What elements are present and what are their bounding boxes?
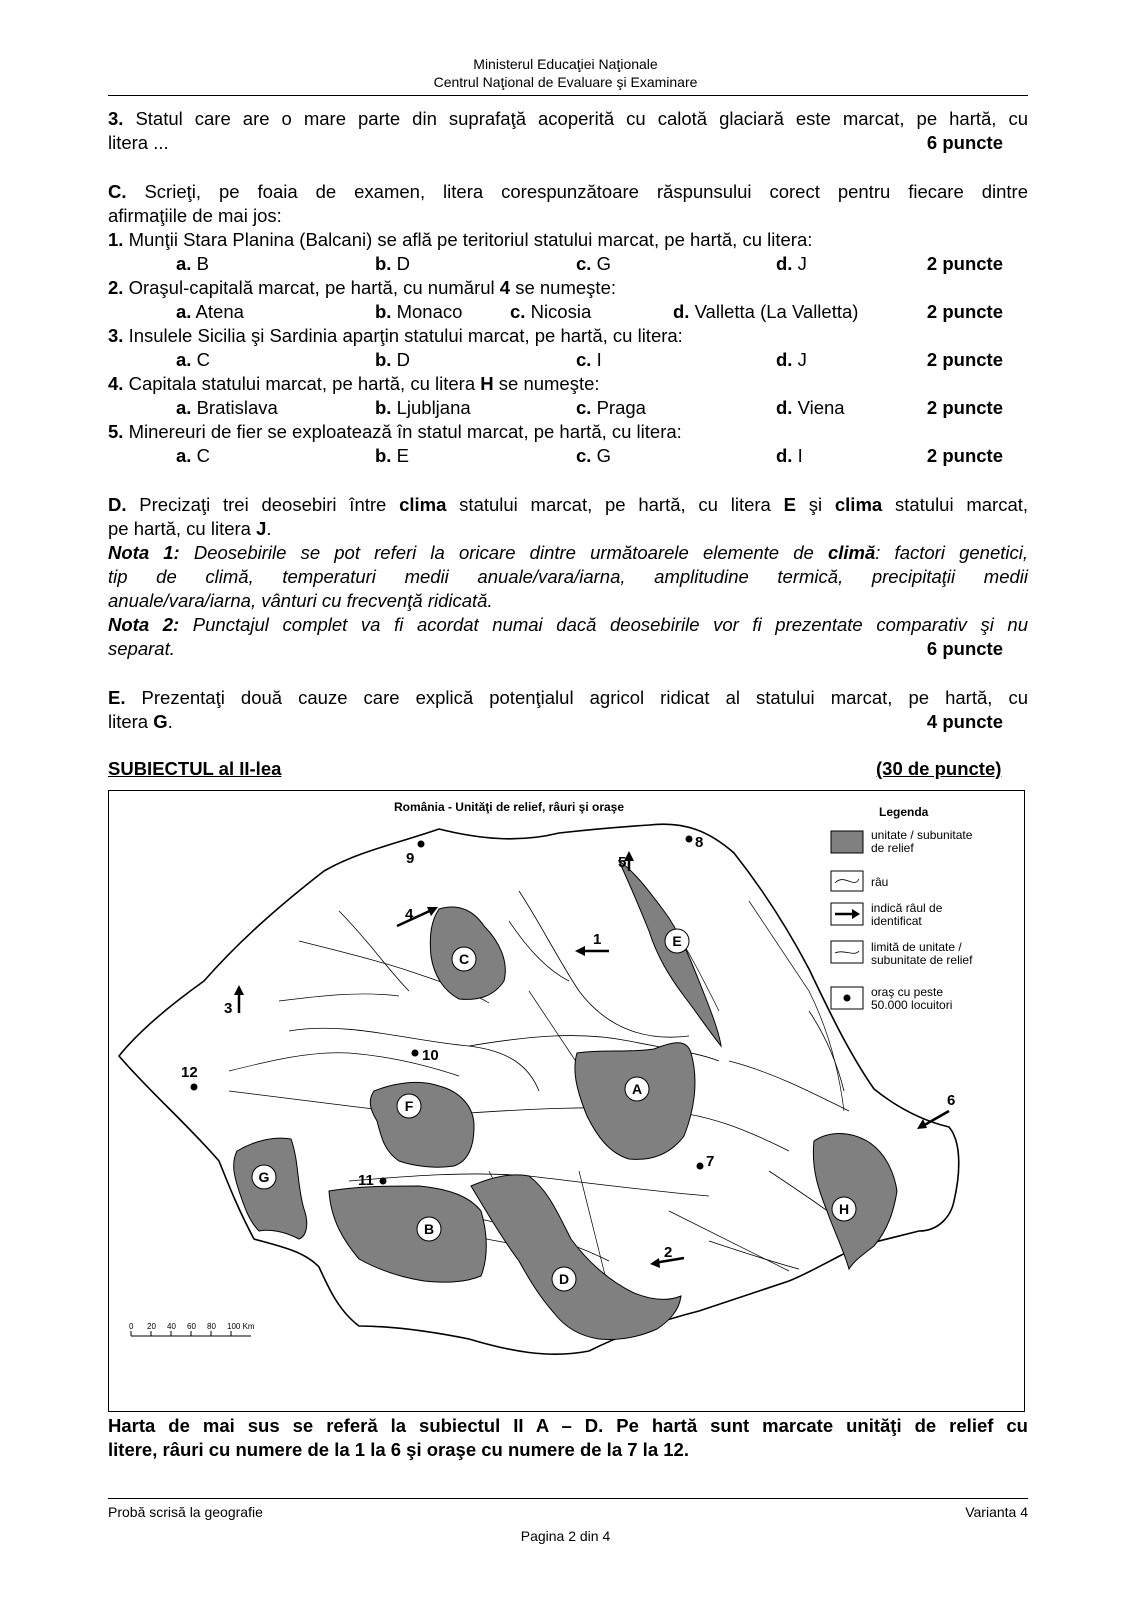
svg-text:indică râul de: indică râul de: [871, 901, 943, 915]
relief-unit-f: [370, 1082, 474, 1167]
q3-line1: 3. Statul care are o mare parte din suprafaţă acoperită cu calotă glaciară este marcat, pe hartă, cu: [108, 108, 1028, 129]
c3-option-a: a. C: [176, 349, 210, 370]
c4-question: 4. Capitala statului marcat, pe hartă, cu litera H se numeşte:: [108, 373, 600, 394]
map-scale: [129, 1322, 255, 1336]
header-divider: [108, 95, 1028, 96]
footer-page: Pagina 2 din 4: [520, 1528, 611, 1544]
svg-text:unitate / subunitate: unitate / subunitate: [871, 828, 973, 842]
svg-text:F: F: [404, 1098, 414, 1114]
map-legend: [831, 805, 973, 1012]
relief-unit-b: [329, 1186, 486, 1282]
svg-text:de relief: de relief: [871, 841, 914, 855]
svg-text:oraş cu peste: oraş cu peste: [871, 985, 944, 999]
svg-text:D: D: [558, 1271, 570, 1287]
river-1-label: 1: [593, 931, 602, 948]
svg-text:subunitate de relief: subunitate de relief: [871, 953, 973, 967]
c4-option-d: d. Viena: [776, 397, 845, 418]
unit-d-label: [552, 1267, 576, 1291]
city-9-label: 9: [406, 850, 415, 867]
legend-title: Legenda: [879, 805, 929, 819]
nota1-line2: tip de climă, temperaturi medii anuale/vara/iarna, amplitudine termică, precipitaţii medii: [108, 566, 1028, 587]
svg-text:20: 20: [147, 1322, 156, 1331]
legend-river-swatch: [831, 871, 863, 891]
city-10-label: 10: [422, 1047, 439, 1064]
city-8-label: 8: [695, 834, 704, 851]
romania-relief-map: [108, 790, 1025, 1412]
river-3-label: 3: [224, 1000, 233, 1017]
river-4-label: 4: [405, 906, 414, 923]
subject2-title: SUBIECTUL al II-lea: [108, 758, 282, 779]
unit-h-label: [832, 1197, 856, 1221]
section-d-line2: pe hartă, cu litera J.: [108, 518, 272, 539]
svg-text:C: C: [458, 951, 470, 967]
c5-option-c: c. G: [576, 445, 611, 466]
q3-points: 6 puncte: [926, 132, 1003, 153]
svg-text:râu: râu: [871, 875, 889, 889]
c3-question: 3. Insulele Sicilia şi Sardinia aparţin statului marcat, pe hartă, cu litera:: [108, 325, 683, 346]
relief-unit-h: [813, 1134, 897, 1270]
unit-b-label: [417, 1217, 441, 1241]
c1-option-d: d. J: [776, 253, 807, 274]
unit-c-label: [452, 947, 476, 971]
section-e-points: 4 puncte: [926, 711, 1003, 732]
c3-option-c: c. I: [576, 349, 602, 370]
c5-points: 2 puncte: [926, 445, 1003, 466]
section-c-intro1: C. Scrieţi, pe foaia de examen, litera corespunzătoare răspunsului corect pentru fiecare dintre: [108, 181, 1029, 202]
c1-question: 1. Munţii Stara Planina (Balcani) se află pe teritoriul statului marcat, pe hartă, cu litera:: [108, 229, 813, 250]
c1-option-c: c. G: [576, 253, 611, 274]
river-5-label: 5: [618, 854, 627, 871]
c2-option-d: d. Valletta (La Valletta): [673, 301, 859, 322]
river-2-label: 2: [664, 1244, 673, 1261]
river-6-label: 6: [947, 1092, 956, 1109]
svg-text:80: 80: [207, 1322, 216, 1331]
relief-unit-e: [619, 861, 721, 1046]
relief-unit-d: [471, 1175, 681, 1340]
c1-points: 2 puncte: [926, 253, 1003, 274]
nota1-line3: anuale/vara/iarna, vânturi cu frecvenţă ridicată.: [108, 590, 493, 611]
footer-left: Probă scrisă la geografie: [108, 1504, 263, 1520]
c2-option-b: b. Monaco: [375, 301, 463, 322]
c2-question: 2. Oraşul-capitală marcat, pe hartă, cu numărul 4 se numeşte:: [108, 277, 616, 298]
nota1-line1: Nota 1: Deosebirile se pot referi la oricare dintre următoarele elemente de climă: factori genetici,: [108, 542, 1028, 563]
svg-text:A: A: [631, 1081, 643, 1097]
unit-g-label: [252, 1165, 276, 1189]
map-caption-line2: litere, râuri cu numere de la 1 la 6 şi oraşe cu numere de la 7 la 12.: [108, 1439, 689, 1460]
city-11-label: 11: [358, 1172, 374, 1189]
city-12-label: 12: [181, 1064, 198, 1081]
section-c-intro2: afirmaţiile de mai jos:: [108, 205, 282, 226]
section-d-line1: D. Precizaţi trei deosebiri între clima statului marcat, pe hartă, cu litera E şi clima statului marcat,: [108, 494, 1029, 515]
c2-option-a: a. Atena: [176, 301, 244, 322]
map-title: România - Unităţi de relief, râuri şi oraşe: [393, 800, 625, 814]
c5-option-d: d. I: [776, 445, 803, 466]
svg-text:B: B: [423, 1221, 435, 1237]
unit-e-label: [665, 929, 689, 953]
c5-option-a: a. C: [176, 445, 210, 466]
footer-divider: [108, 1498, 1028, 1499]
svg-text:100 Km: 100 Km: [227, 1322, 255, 1331]
c1-option-b: b. D: [375, 253, 410, 274]
svg-text:H: H: [838, 1201, 850, 1217]
svg-text:E: E: [672, 933, 682, 949]
city-7-label: 7: [706, 1153, 715, 1170]
relief-unit-g: [234, 1138, 307, 1239]
header-center: Centrul Naţional de Evaluare şi Examinare: [433, 74, 698, 90]
c4-option-b: b. Ljubljana: [375, 397, 471, 418]
c1-option-a: a. B: [176, 253, 209, 274]
svg-text:identificat: identificat: [871, 914, 922, 928]
svg-text:0: 0: [129, 1322, 134, 1331]
legend-relief-swatch: [831, 831, 863, 853]
unit-a-label: [625, 1077, 649, 1101]
section-e-line1: E. Prezentaţi două cauze care explică potenţialul agricol ridicat al statului marcat, pe hartă, cu: [108, 687, 1028, 708]
c3-option-d: d. J: [776, 349, 807, 370]
svg-text:G: G: [258, 1169, 270, 1185]
footer-right: Varianta 4: [965, 1504, 1028, 1520]
section-d-points: 6 puncte: [926, 638, 1003, 659]
nota2-line1: Nota 2: Punctajul complet va fi acordat numai dacă deosebirile vor fi prezentate comparativ şi nu: [108, 614, 1028, 635]
c4-option-a: a. Bratislava: [176, 397, 278, 418]
svg-text:50.000 locuitori: 50.000 locuitori: [871, 998, 953, 1012]
svg-text:60: 60: [187, 1322, 196, 1331]
section-e-line2: litera G.: [108, 711, 173, 732]
c2-option-c: c. Nicosia: [510, 301, 592, 322]
map-caption-line1: Harta de mai sus se referă la subiectul II A – D. Pe hartă sunt marcate unităţi de relief cu: [108, 1415, 1028, 1436]
unit-f-label: [397, 1094, 421, 1118]
svg-text:40: 40: [167, 1322, 176, 1331]
c5-question: 5. Minereuri de fier se exploatează în statul marcat, pe hartă, cu litera:: [108, 421, 682, 442]
q3-line2: litera ...: [108, 132, 169, 153]
c2-points: 2 puncte: [926, 301, 1003, 322]
svg-text:limită de unitate /: limită de unitate /: [871, 940, 962, 954]
c3-points: 2 puncte: [926, 349, 1003, 370]
c4-option-c: c. Praga: [576, 397, 646, 418]
c5-option-b: b. E: [375, 445, 409, 466]
subject2-points: (30 de puncte): [876, 758, 1002, 779]
c4-points: 2 puncte: [926, 397, 1003, 418]
header-ministry: Ministerul Educaţiei Naţionale: [473, 56, 658, 72]
c3-option-b: b. D: [375, 349, 410, 370]
nota2-line2: separat.: [108, 638, 175, 659]
